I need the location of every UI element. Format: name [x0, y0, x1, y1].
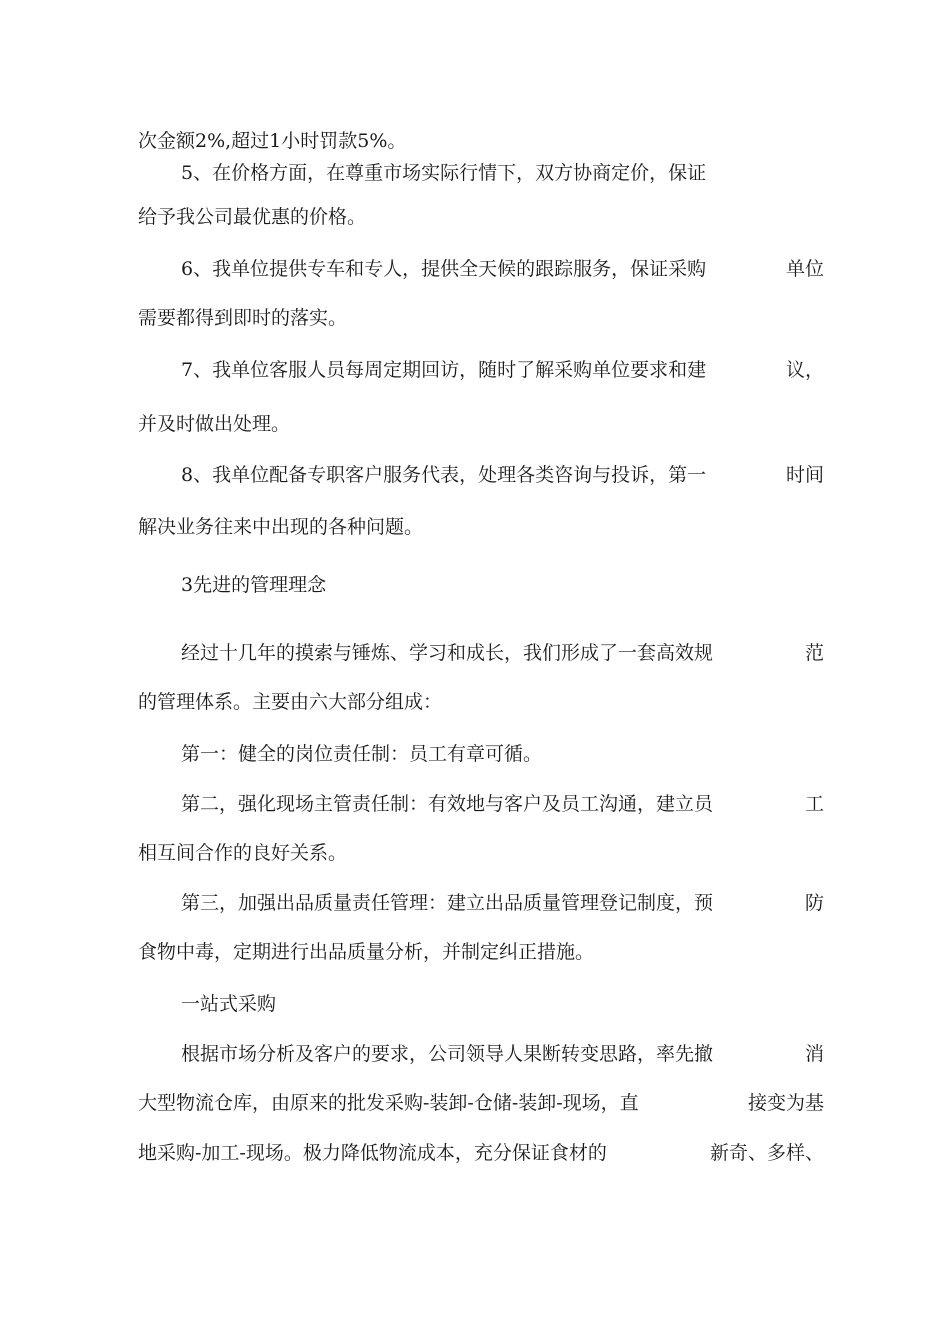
text-line — [138, 1140, 824, 1166]
text-segment: 接变为基 — [747, 1092, 824, 1114]
text-segment: 新奇、多样、 — [709, 1142, 824, 1164]
text-line — [181, 462, 824, 488]
text-segment: 防 — [804, 892, 824, 914]
text-segment: 6、我单位提供专车和专人，提供全天候的跟踪服务，保证采购 — [181, 258, 707, 280]
text-line — [181, 1041, 824, 1067]
text-segment: 第三，加强出品质量责任管理：建立出品质量管理登记制度，预 — [181, 892, 714, 914]
text-segment: 大型物流仓库，由原来的批发采购-装卸-仓储-装卸-现场，直 — [138, 1092, 639, 1114]
text-line: 食物中毒，定期进行出品质量分析，并制定纠正措施。 — [138, 941, 595, 963]
text-line: 次金额2%,超过1小时罚款5%。 — [138, 130, 407, 152]
text-line: 相互间合作的良好关系。 — [138, 842, 348, 864]
text-segment: 工 — [804, 793, 824, 815]
section-heading: 一站式采购 — [181, 993, 277, 1015]
text-segment: 第二，强化现场主管责任制：有效地与客户及员工沟通，建立员 — [181, 793, 714, 815]
text-segment: 单位 — [785, 258, 824, 280]
text-line — [181, 256, 824, 282]
text-line: 的管理体系。主要由六大部分组成： — [138, 691, 443, 713]
text-segment: 消 — [804, 1043, 824, 1065]
text-segment: 议， — [785, 359, 824, 381]
text-segment: 7、我单位客服人员每周定期回访，随时了解采购单位要求和建 — [181, 359, 707, 381]
text-line: 5、在价格方面，在尊重市场实际行情下，双方协商定价，保证 — [181, 162, 707, 184]
text-line: 解决业务往来中出现的各种问题。 — [138, 516, 424, 538]
text-segment: 范 — [804, 642, 824, 664]
text-line: 给予我公司最优惠的价格。 — [138, 206, 367, 228]
text-line: 需要都得到即时的落实。 — [138, 307, 348, 329]
text-segment: 8、我单位配备专职客户服务代表，处理各类咨询与投诉，第一 — [181, 464, 707, 486]
text-line — [181, 357, 824, 383]
text-line — [181, 791, 824, 817]
text-line: 并及时做出处理。 — [138, 413, 291, 435]
text-line — [181, 890, 824, 916]
section-heading: 3先进的管理理念 — [181, 574, 327, 596]
text-line: 第一：健全的岗位责任制：员工有章可循。 — [181, 743, 543, 765]
text-segment: 时间 — [785, 464, 824, 486]
text-line — [181, 640, 824, 666]
text-line — [138, 1090, 824, 1116]
text-segment: 经过十几年的摸索与锤炼、学习和成长，我们形成了一套高效规 — [181, 642, 714, 664]
text-segment: 根据市场分析及客户的要求，公司领导人果断转变思路，率先撤 — [181, 1043, 714, 1065]
text-segment: 地采购-加工-现场。极力降低物流成本，充分保证食材的 — [138, 1142, 607, 1164]
